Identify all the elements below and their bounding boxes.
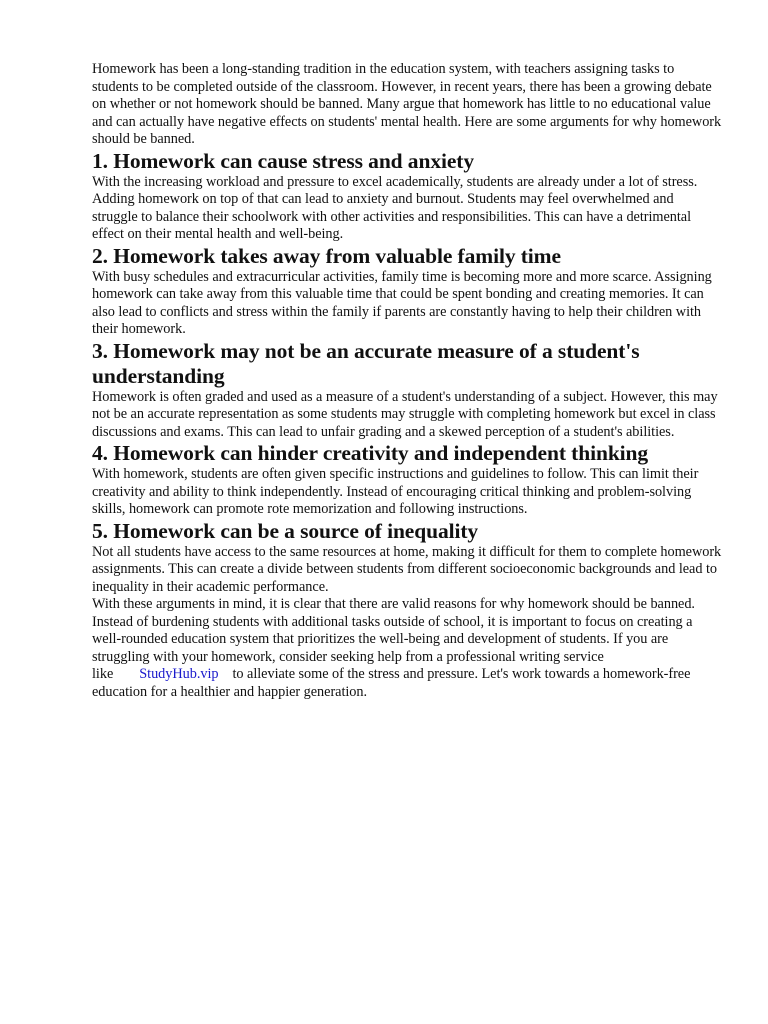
section-body-5: Not all students have access to the same resources at home, making it difficult for them to complete homework assignments. This can create a divide between students from different socioeconomic backgrounds and lead to inequality in their academic performance. bbox=[92, 543, 722, 595]
conclusion-paragraph bbox=[92, 596, 722, 701]
section-heading-1: 1. Homework can cause stress and anxiety bbox=[92, 148, 474, 173]
section-body-2: With busy schedules and extracurricular activities, family time is becoming more and more scarce. Assigning homework can take away from this valuable time that could be spent bonding and creating memories. It can also lead to conflicts and stress within the family if parents are constantly having to help their children with their homework. bbox=[92, 268, 712, 337]
section-heading-4: 4. Homework can hinder creativity and independent thinking bbox=[92, 441, 649, 465]
conclusion-text-before-link: With these arguments in mind, it is clear that there are valid reasons for why homework should be banned. Instead of burdening students with additional tasks outside of school, it is important to focus on creating a well-rounded education system that prioritizes the well-being and development of students. If you are struggling with your homework, consider seeking help from a professional writing service like bbox=[92, 596, 695, 682]
conclusion-text-after-link: to alleviate some of the stress and pressure. Let's work towards a homework-free education for a healthier and happier generation. bbox=[92, 666, 691, 700]
intro-paragraph: Homework has been a long-standing tradition in the education system, with teachers assigning tasks to students to be completed outside of the classroom. However, in recent years, there has been a growing debate on whether or not homework should be banned. Many argue that homework has little to no educational value and can actually have negative effects on students' mental health. Here are some arguments for why homework should be banned. bbox=[92, 61, 722, 147]
section-heading-5: 5. Homework can be a source of inequality bbox=[92, 518, 479, 543]
section-body-1: With the increasing workload and pressure to excel academically, students are already under a lot of stress. Adding homework on top of that can lead to anxiety and burnout. Students may feel overwhelmed and struggle to balance their schoolwork with other activities and responsibilities. This can have a detrimental effect on their mental health and well-being. bbox=[92, 173, 698, 242]
document-page bbox=[92, 61, 722, 701]
section-body-3: Homework is often graded and used as a measure of a student's understanding of a subject. However, this may not be an accurate representation as some students may struggle with completing homework but excel in class discussions and exams. This can lead to unfair grading and a skewed perception of a student's abilities. bbox=[92, 388, 718, 440]
section-body-4: With homework, students are often given specific instructions and guidelines to follow. This can limit their creativity and ability to think independently. Instead of encouraging critical thinking and problem-solving skills, homework can promote rote memorization and following instructions. bbox=[92, 466, 699, 517]
studyhub-link[interactable]: StudyHub.vip bbox=[139, 666, 219, 682]
section-heading-3: 3. Homework may not be an accurate measure of a student's understanding bbox=[92, 338, 640, 388]
section-heading-2: 2. Homework takes away from valuable family time bbox=[92, 243, 561, 268]
